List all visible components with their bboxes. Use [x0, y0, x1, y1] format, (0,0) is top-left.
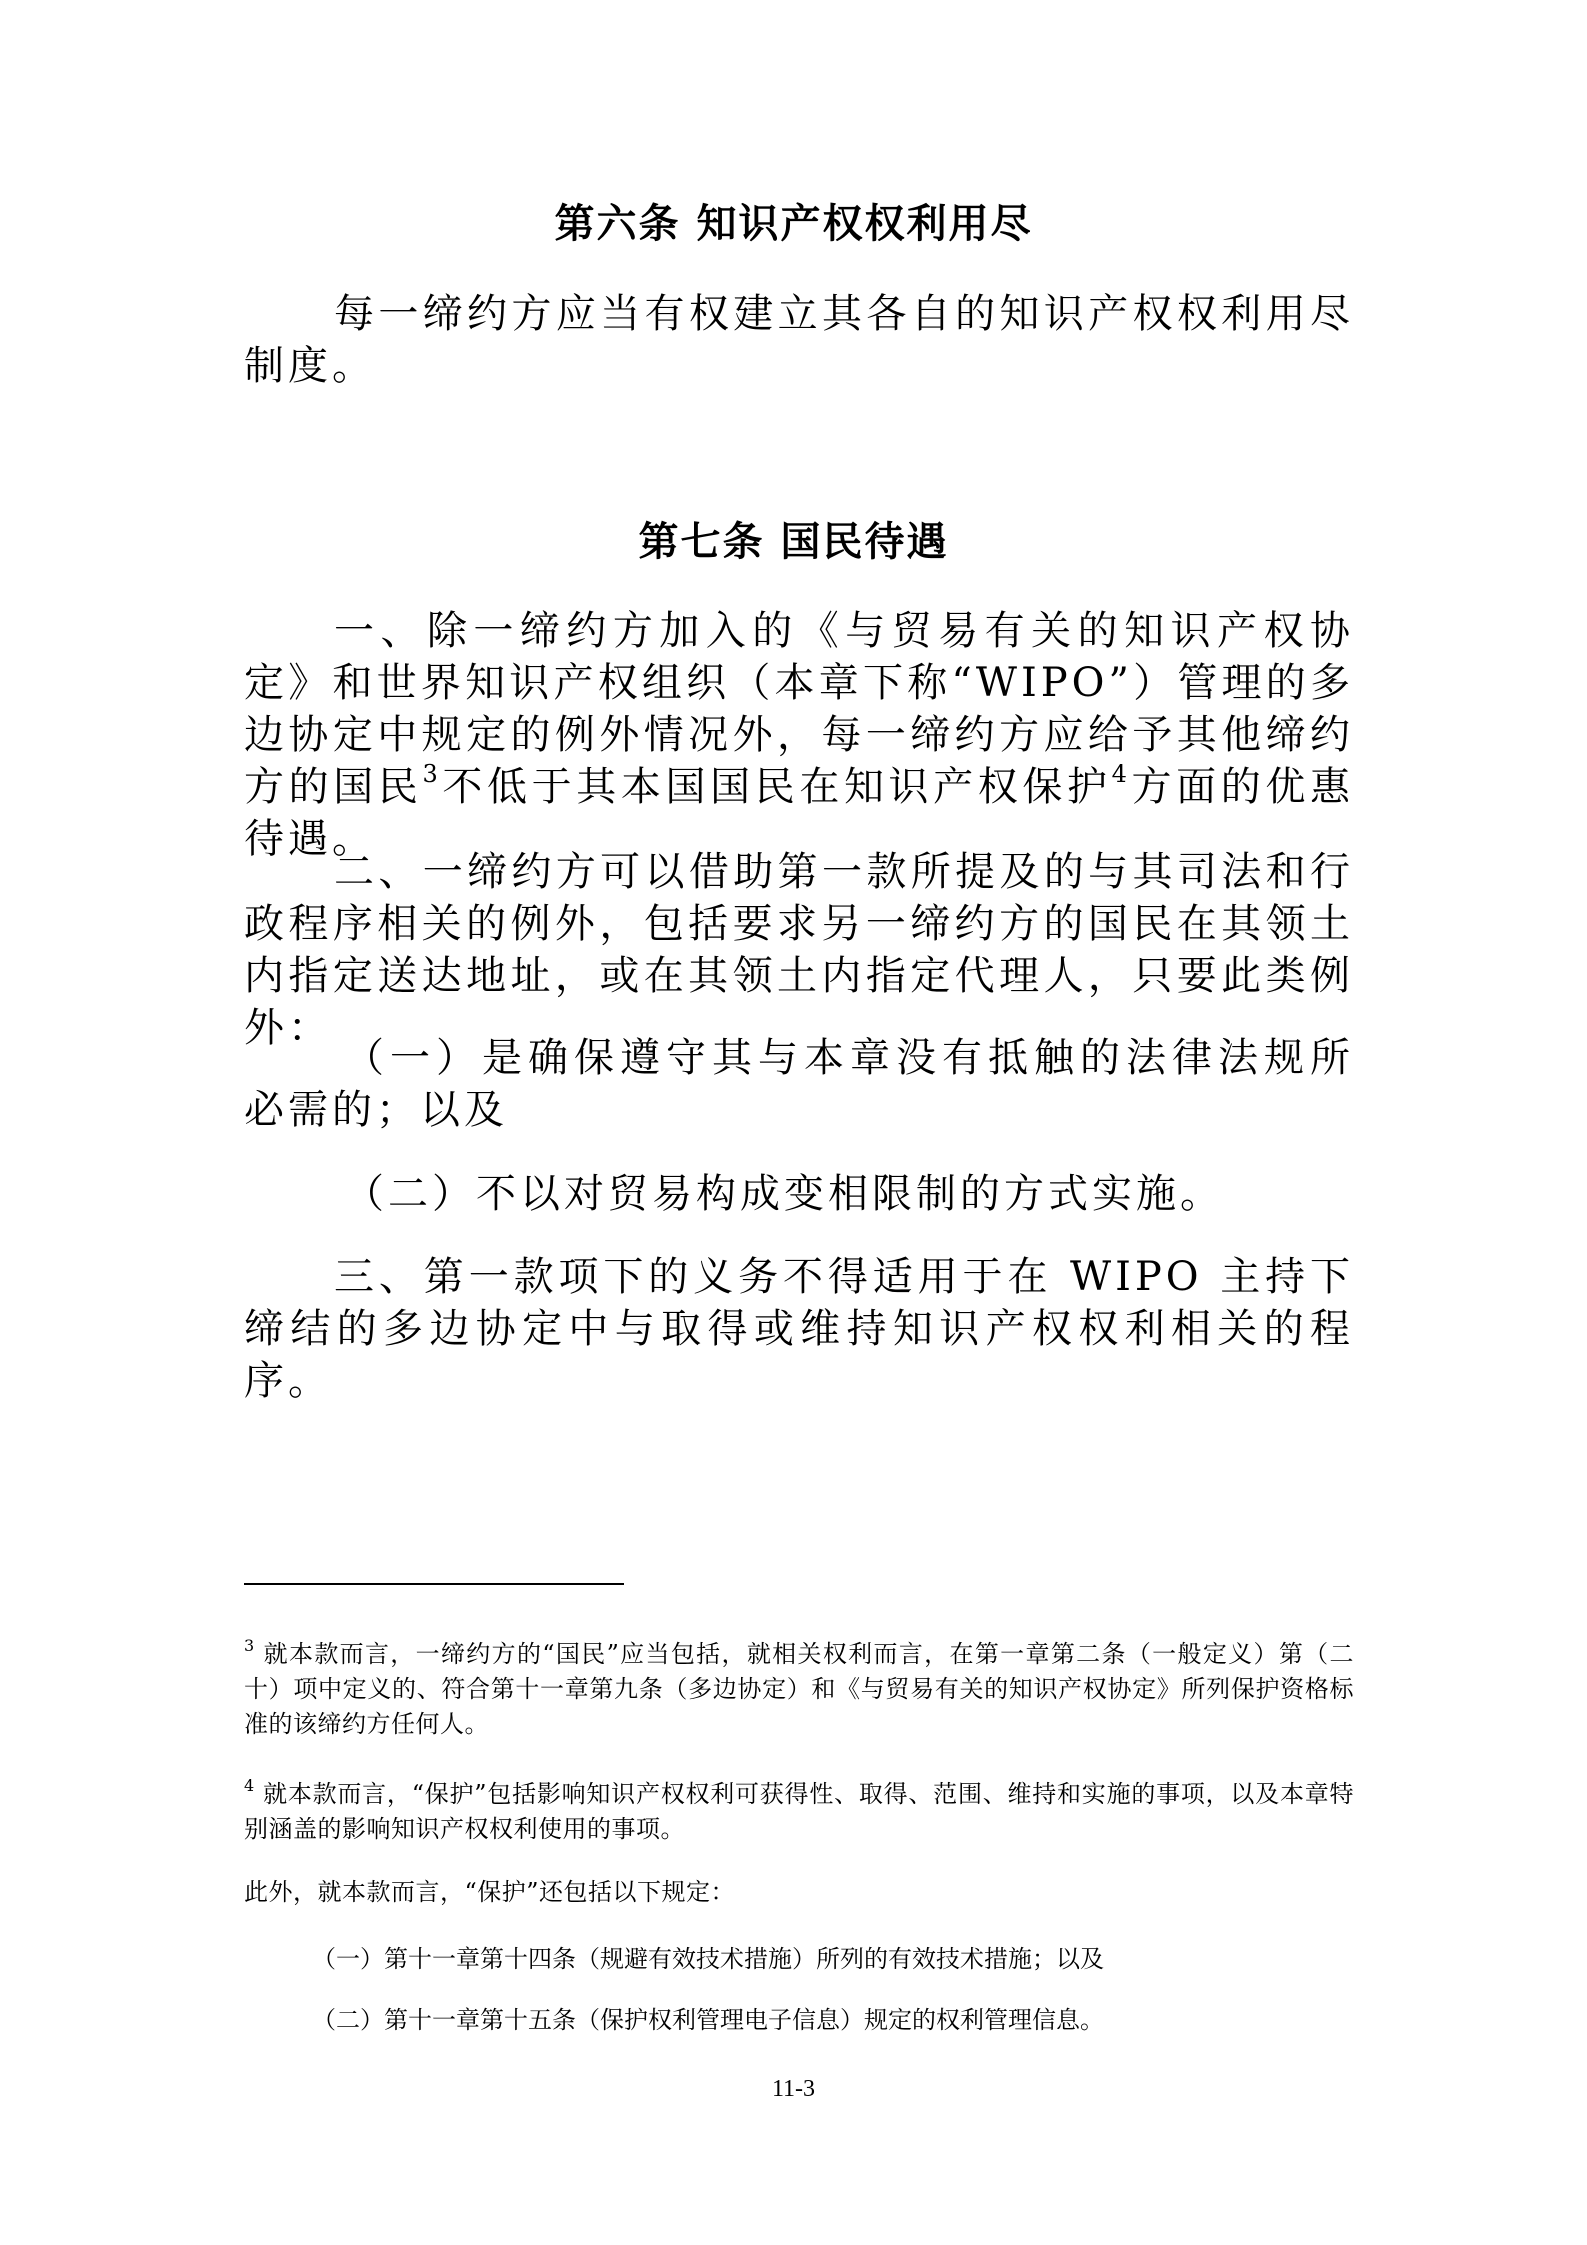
- article-7-title: 第七条 国民待遇: [638, 518, 949, 565]
- footnote-3-mark: 3: [244, 1636, 255, 1655]
- footnote-ref-3: 3: [422, 759, 442, 788]
- footnote-separator: [244, 1583, 624, 1585]
- footnote-ref-4: 4: [1111, 759, 1131, 788]
- footnote-4: [244, 1777, 1354, 1847]
- article-6-title: 第六条 知识产权权利用尽: [554, 200, 1033, 247]
- footnote-4-continuation: 此外，就本款而言，“保护”还包括以下规定：: [244, 1878, 736, 1906]
- page-number: 11-3: [771, 2076, 816, 2102]
- footnote-4-item-2: （二）第十一章第十五条（保护权利管理电子信息）规定的权利管理信息。: [312, 2006, 1104, 2034]
- article-7-paragraph-1: [244, 605, 1354, 865]
- article-7-item-2: （二）不以对贸易构成变相限制的方式实施。: [344, 1171, 1224, 1217]
- article-7-paragraph-1-text-b: 不低于其本国国民在知识产权保护: [441, 764, 1112, 810]
- footnote-4-item-1: （一）第十一章第十四条（规避有效技术措施）所列的有效技术措施；以及: [312, 1945, 1104, 1973]
- article-7-paragraph-1-text-a: 一、除一缔约方加入的《与贸易有关的知识产权协定》和世界知识产权组织（本章下称“WIPO”）管理的多边协定中规定的例外情况外，每一缔约方应给予其他缔约方的国民: [244, 608, 1354, 810]
- article-7-paragraph-1-text-c: 方面的优惠待遇。: [244, 764, 1355, 862]
- footnote-4-text: 就本款而言，“保护”包括影响知识产权权利可获得性、取得、范围、维持和实施的事项，以及本章特别涵盖的影响知识产权权利使用的事项。: [244, 1780, 1354, 1843]
- article-6-paragraph: 每一缔约方应当有权建立其各自的知识产权权利用尽制度。: [244, 291, 1354, 389]
- article-7-paragraph-3: 三、第一款项下的义务不得适用于在 WIPO 主持下缔结的多边协定中与取得或维持知识产权权利相关的程序。: [244, 1254, 1354, 1404]
- article-7-item-1: （一）是确保遵守其与本章没有抵触的法律法规所必需的；以及: [244, 1035, 1354, 1133]
- footnote-3-text: 就本款而言，一缔约方的“国民”应当包括，就相关权利而言，在第一章第二条（一般定义）第（二十）项中定义的、符合第十一章第九条（多边协定）和《与贸易有关的知识产权协定》所列保护资格标准的该缔约方任何人。: [244, 1640, 1354, 1738]
- article-7-paragraph-2: 二、一缔约方可以借助第一款所提及的与其司法和行政程序相关的例外，包括要求另一缔约方的国民在其领土内指定送达地址，或在其领土内指定代理人，只要此类例外：: [244, 849, 1354, 1051]
- footnote-3: [244, 1637, 1354, 1742]
- footnote-4-mark: 4: [244, 1776, 255, 1795]
